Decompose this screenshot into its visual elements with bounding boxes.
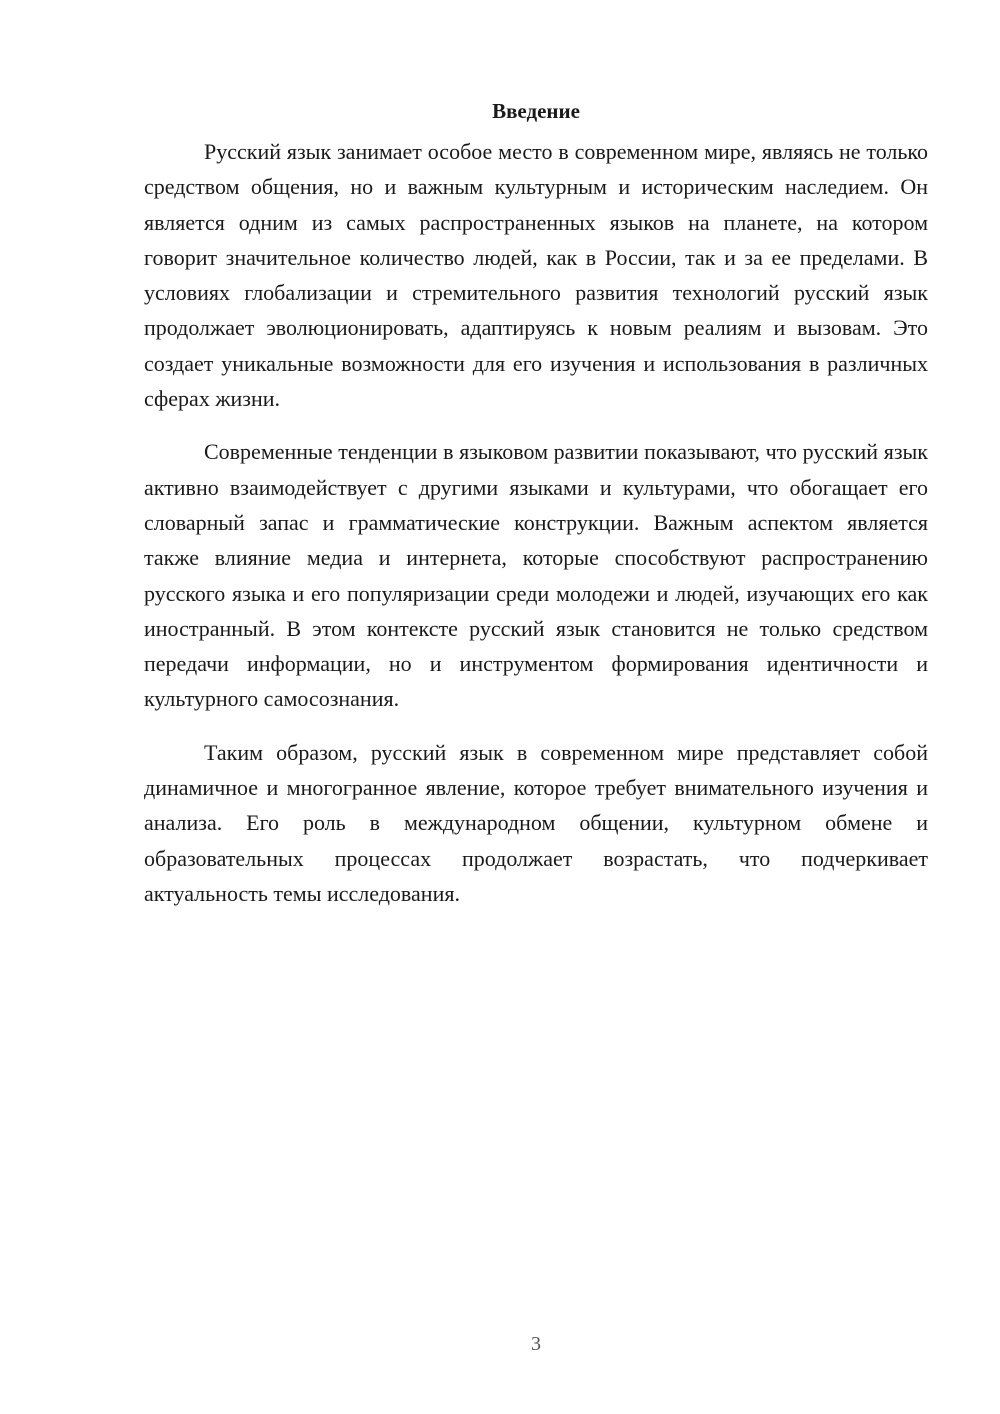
page-title: Введение [492,99,580,123]
paragraph-3: Таким образом, русский язык в современном мире представляет собой динамичное и многогранное явление, которое требует внимательного изучения и анализа. Его роль в международном общении, культурном обмене и образовательных процессах продолжает возрастать, что подчеркивает актуальность темы исследования. [144,739,928,906]
paragraph-1: Русский язык занимает особое место в современном мире, являясь не только средством общения, но и важным культурным и историческим наследием. Он является одним из самых распространенных языков на планете, на котором говорит значительное количество людей, как в России, так и за ее пределами. В условиях глобализации и стремительного развития технологий русский язык продолжает эволюционировать, адаптируясь к новым реалиям и вызовам. Это создает уникальные возможности для его изучения и использования в различных сферах жизни. [144,139,928,412]
page-number: 3 [531,1333,541,1355]
paragraph-2: Современные тенденции в языковом развитии показывают, что русский язык активно взаимодействует с другими языками и культурами, что обогащает его словарный запас и грамматические конструкции. Важным аспектом является также влияние медиа и интернета, которые способствуют распространению русского языка и его популяризации среди молодежи и людей, изучающих его как иностранный. В этом контексте русский язык становится не только средством передачи информации, но и инструментом формирования идентичности и культурного самосознания. [144,439,928,712]
page-content [144,96,928,929]
